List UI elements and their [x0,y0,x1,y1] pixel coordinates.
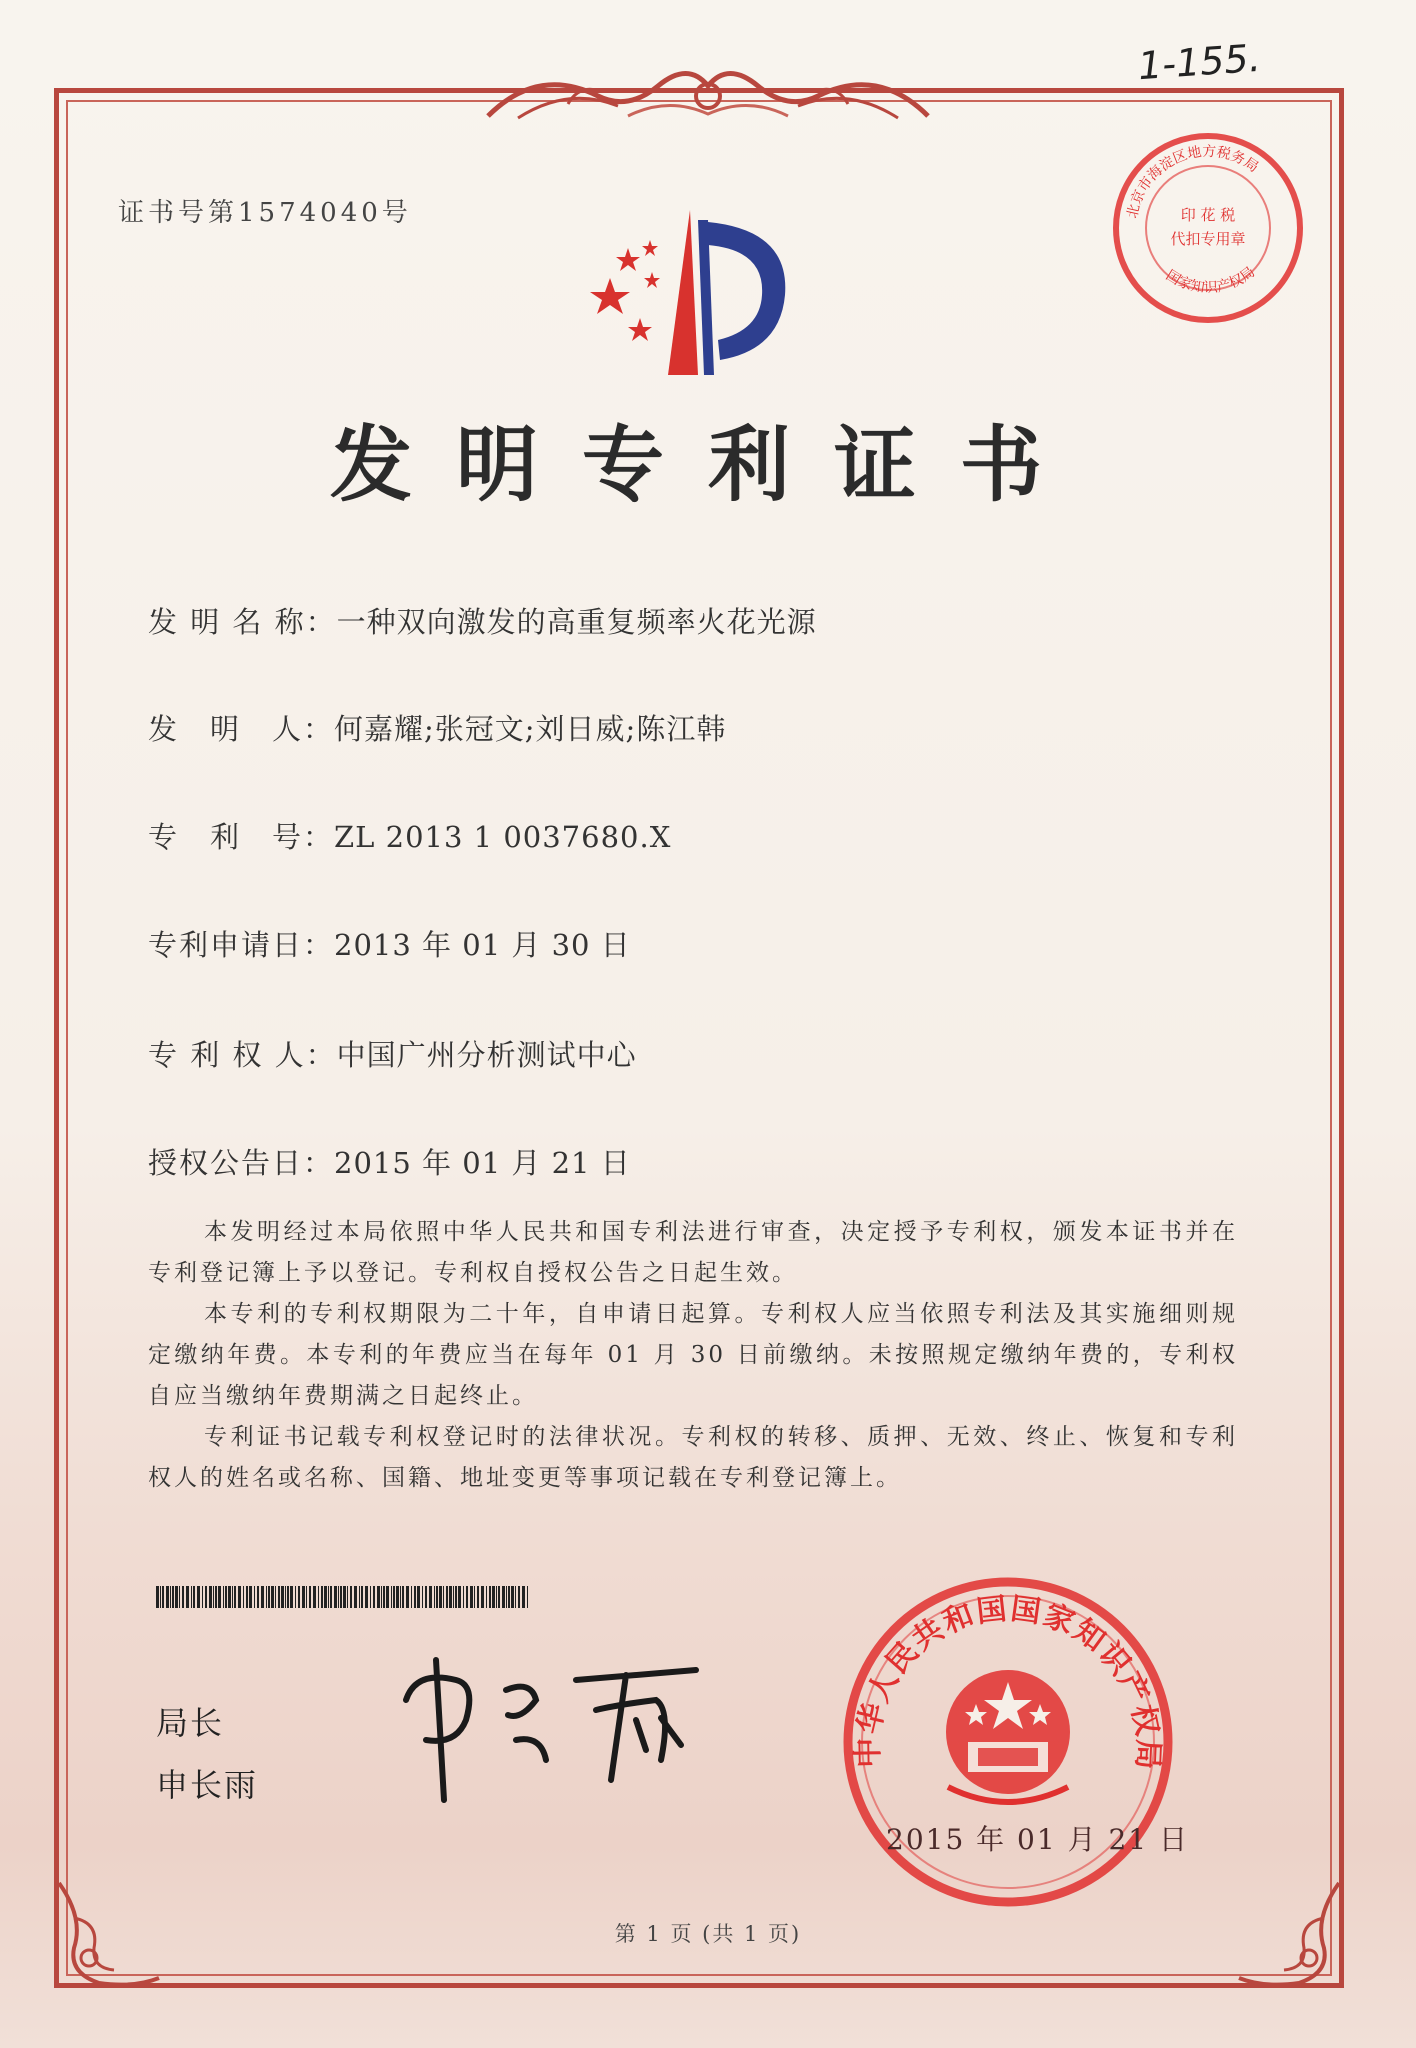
barcode-icon [156,1586,528,1608]
field-value: ZL 2013 1 0037680.X [334,820,672,854]
field-value: 2013 年 01 月 30 日 [334,928,631,962]
handwritten-note: 1-155. [1136,35,1262,89]
field-label: 专 利 权 人： [148,1038,337,1072]
director-name: 申长雨 [156,1766,259,1804]
body-paragraph: 专利证书记载专利权登记时的法律状况。专利权的转移、质押、无效、终止、恢复和专利权人的姓名或名称、国籍、地址变更等事项记载在专利登记簿上。 [148,1424,1238,1491]
field-patentee [148,1033,637,1074]
top-ornament-icon [478,56,938,136]
svg-text:中华人民共和国国家知识产权局: 中华人民共和国国家知识产权局 [850,1591,1166,1773]
svg-text:代扣专用章: 代扣专用章 [1170,230,1246,248]
tax-stamp-icon [1108,128,1308,328]
director-signature-icon [396,1640,726,1810]
seal-date: 2015 年 01 月 21 日 [886,1823,1190,1856]
patent-office-logo-icon [580,200,810,380]
certificate-number: 证书号第1574040号 [118,198,412,228]
certificate-body [148,1212,1238,1499]
field-invention-name [148,600,817,641]
field-inventors [148,707,726,748]
field-value: 2015 年 01 月 21 日 [334,1146,631,1180]
field-label: 发 明 名 称： [148,605,337,639]
national-ip-office-seal-icon [838,1572,1178,1912]
field-patent-number [148,815,671,856]
certificate-title: 发明专利证书 [329,418,1086,513]
field-label: 专 利 号： [148,820,335,854]
field-label: 发 明 人： [148,712,335,746]
svg-text:印 花 税: 印 花 税 [1180,206,1236,224]
field-label: 专利申请日： [148,928,335,962]
field-grant-date [148,1141,631,1182]
field-value: 中国广州分析测试中心 [336,1038,637,1072]
body-paragraph: 本发明经过本局依照中华人民共和国专利法进行审查，决定授予专利权，颁发本证书并在专利登记簿上予以登记。专利权自授权公告之日起生效。 [148,1219,1238,1286]
svg-text:北京市海淀区地方税务局: 北京市海淀区地方税务局 [1124,143,1262,220]
field-value: 一种双向激发的高重复频率火花光源 [336,605,817,639]
page-number: 第 1 页 (共 1 页) [614,1922,802,1946]
field-value: 何嘉耀;张冠文;刘日威;陈江韩 [334,712,727,746]
body-paragraph: 本专利的专利权期限为二十年，自申请日起算。专利权人应当依照专利法及其实施细则规定缴纳年费。本专利的年费应当在每年 01 月 30 日前缴纳。未按照规定缴纳年费的，专利权自应当缴纳年费期满之日起终止。 [148,1301,1238,1409]
svg-text:国家知识产权局: 国家知识产权局 [1162,264,1259,297]
director-title: 局长 [156,1704,225,1742]
field-label: 授权公告日： [148,1146,335,1180]
field-application-date [148,923,631,964]
